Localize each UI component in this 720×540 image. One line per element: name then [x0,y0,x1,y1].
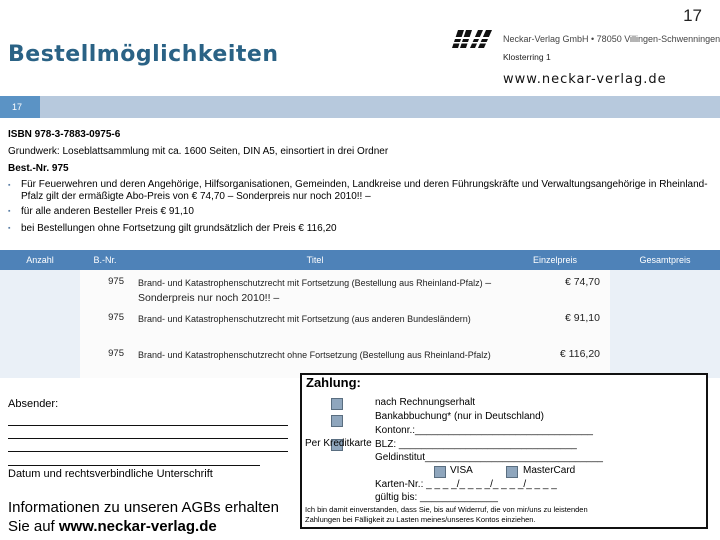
sender-line[interactable] [8,451,288,452]
sender-line[interactable] [8,425,288,426]
blz-field[interactable]: BLZ: ________________________________ [375,439,577,450]
header-titel: Titel [130,250,500,270]
consent-line-1: Ich bin damit einverstanden, dass Sie, bis auf Widerruf, die von mir/uns zu leistenden [305,505,588,514]
total-price-field[interactable] [610,306,720,342]
publisher-street: Klosterring 1 [503,52,551,62]
visa-label: VISA [450,465,473,476]
product-description: Grundwerk: Loseblattsammlung mit ca. 1600 Seiten, DIN A5, einsortiert in drei Ordner [8,146,389,157]
table-row [0,270,720,306]
credit-card-label: Per Kreditkarte [305,438,372,449]
invoice-option: nach Rechnungserhalt [375,397,476,408]
order-nr: 975 [80,270,130,306]
isbn: ISBN 978-3-7883-0975-6 [8,129,121,140]
agb-info-line2 [8,518,217,535]
header-bnr: B.-Nr. [80,250,130,270]
sender-line[interactable] [8,438,288,439]
invoice-checkbox[interactable] [331,398,343,410]
row-title [130,270,500,306]
bullet-rlp-text: ▪ Für Feuerwehren und deren Angehörige, Hilfsorganisationen, Gemeinden, Landkreise und deren Führungskräfte und Verwaltungsangehörige in Rheinland-Pfalz gilt der ermäßigte Abo-Preis von € 74,70 – Sonderpreis nur noch 2010!! – [21,179,708,202]
unit-price: € 74,70 [500,270,610,306]
order-nr: 975 [80,306,130,342]
visa-checkbox[interactable] [434,466,446,478]
agb-url-link[interactable]: www.neckar-verlag.de [58,518,217,535]
page-number: 17 [683,6,702,25]
quantity-field[interactable] [0,306,80,342]
section-tag: 17 [0,96,40,118]
row-title [130,306,500,342]
payment-label: Zahlung: [306,375,361,390]
consent-line-2: Zahlungen bei Fälligkeit zu Lasten meines/unseres Kontos einziehen. [305,515,536,524]
header-einzelpreis: Einzelpreis [500,250,610,270]
row-title-text: Brand- und Katastrophenschutzrecht mit Fortsetzung (Bestellung aus Rheinland-Pfalz) [138,278,483,288]
header-gesamtpreis: Gesamtpreis [610,250,720,270]
bullet-no-continuation-text: bei Bestellungen ohne Fortsetzung gilt grundsätzlich der Preis € 116,20 [21,223,337,234]
agb-prefix: Sie auf [8,518,59,535]
bullet-other-text: für alle anderen Besteller Preis € 91,10 [21,206,194,217]
bullet-other-price [8,203,716,220]
quantity-field[interactable] [0,270,80,306]
valid-until-field[interactable]: gültig bis: ______________ [375,492,498,503]
bullet-rlp-price [8,177,716,203]
quantity-field[interactable] [0,342,80,378]
card-number-field[interactable]: Karten-Nr.: _ _ _ _/_ _ _ _/_ _ _ _/_ _ _ _ [375,479,557,490]
header-anzahl: Anzahl [0,250,80,270]
unit-price: € 91,10 [500,306,610,342]
row-title-text: Brand- und Katastrophenschutzrecht ohne Fortsetzung (Bestellung aus Rheinland-Pfalz) [138,350,491,360]
debit-checkbox[interactable] [331,415,343,427]
signature-label: Datum und rechtsverbindliche Unterschrift [8,468,213,480]
sender-label: Absender: [8,398,59,410]
table-row [0,306,720,342]
product-info [8,126,716,237]
bullet-no-continuation [8,220,716,237]
mastercard-checkbox[interactable] [506,466,518,478]
agb-info-line1: Informationen zu unseren AGBs erhalten [8,499,279,516]
total-price-field[interactable] [610,270,720,306]
account-number-field[interactable]: Kontonr.:________________________________ [375,425,593,436]
bank-field[interactable]: Geldinstitut________________________________ [375,452,603,463]
mastercard-label: MasterCard [523,465,576,476]
publisher-name: Neckar-Verlag GmbH • 78050 Villingen-Schwenningen [503,34,720,44]
section-bar [0,96,720,118]
unit-price: € 116,20 [500,342,610,378]
order-number: Best.-Nr. 975 [8,163,69,174]
page-title: Bestellmöglichkeiten [8,42,279,67]
row-title-text: Brand- und Katastrophenschutzrecht mit Fortsetzung (aus anderen Bundesländern) [138,314,471,324]
signature-line[interactable] [8,465,260,466]
row-title-special: – Sonderpreis nur noch 2010!! – [138,277,492,304]
publisher-url[interactable]: www.neckar-verlag.de [503,72,667,87]
debit-option: Bankabbuchung* (nur in Deutschland) [375,411,544,422]
neckar-verlag-logo [452,28,492,50]
order-nr: 975 [80,342,130,378]
